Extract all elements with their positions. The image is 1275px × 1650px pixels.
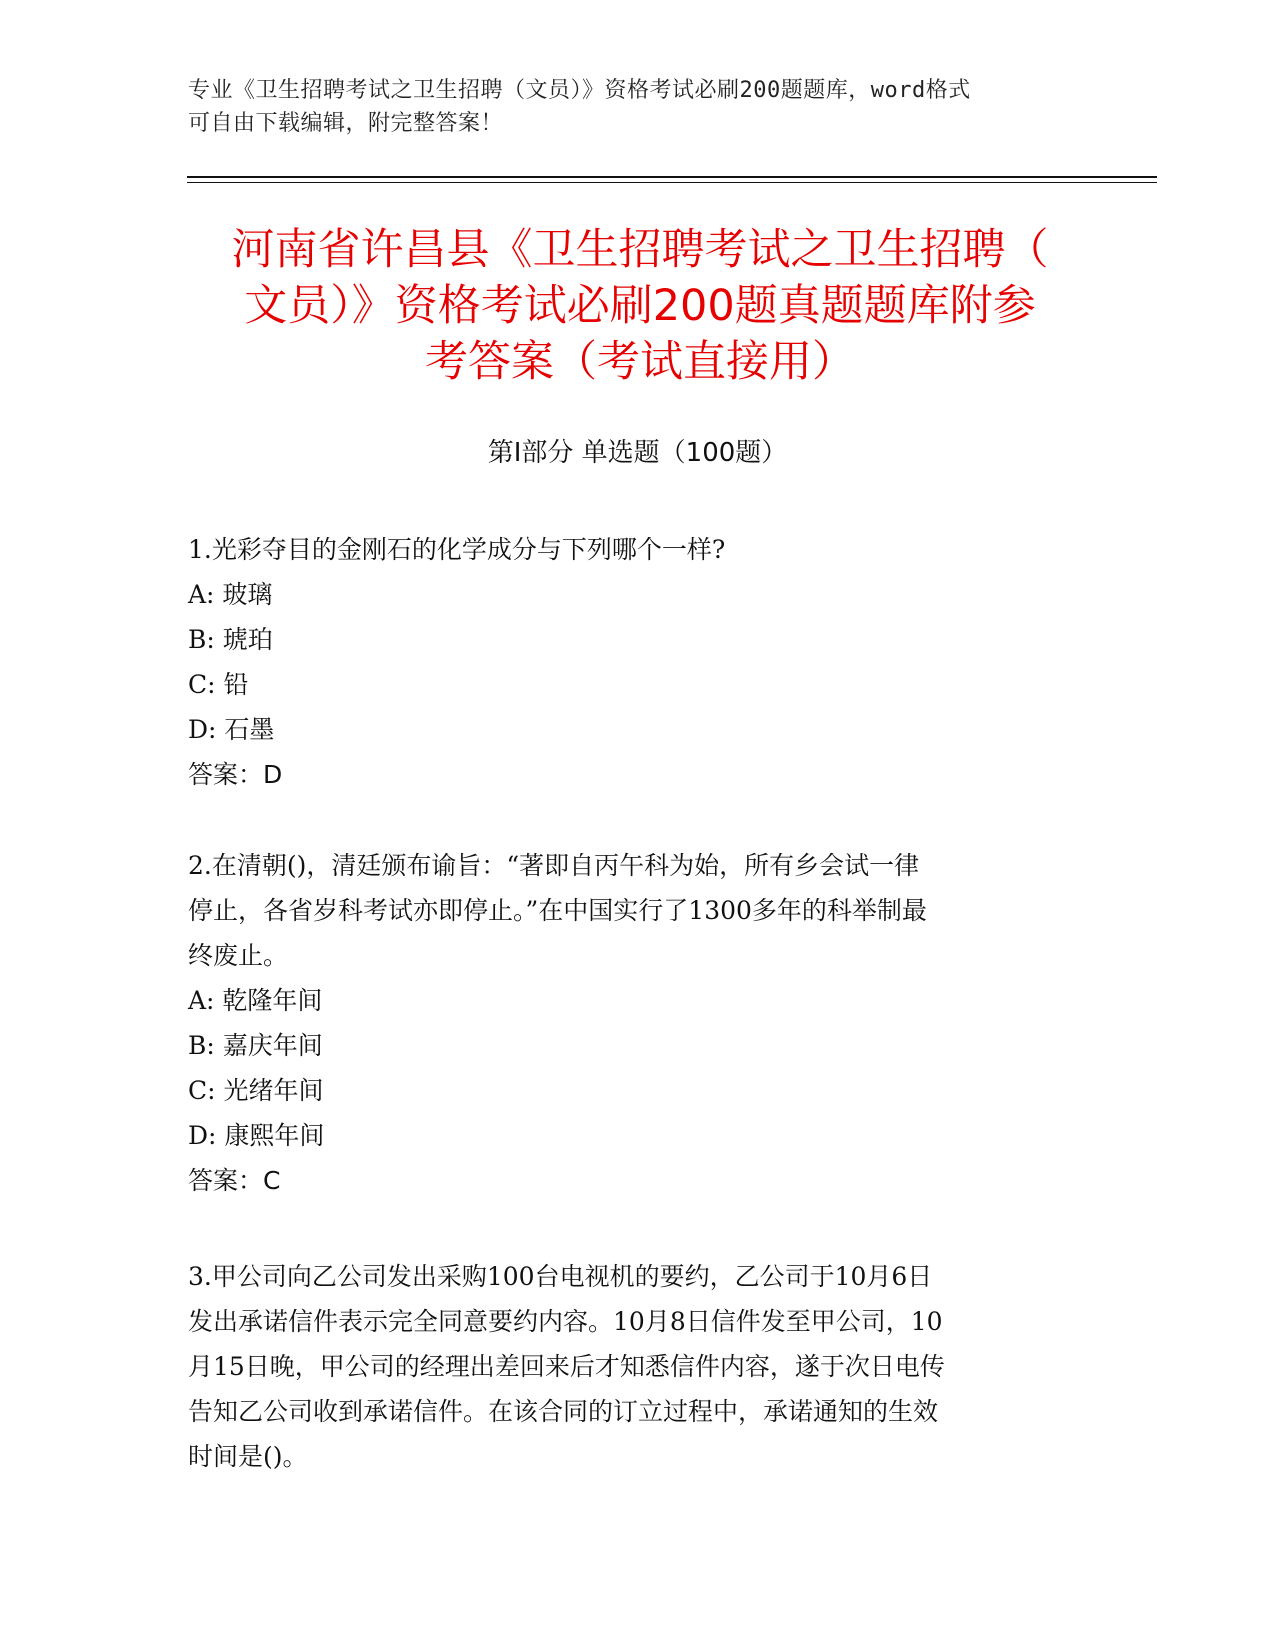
question-stem [188,527,1078,572]
stem-line: 月15日晚，甲公司的经理出差回来后才知悉信件内容，遂于次日电传 [188,1352,945,1381]
option-c: C: 光绪年间 [188,1076,324,1105]
header-rule-thick [187,176,1157,178]
stem-line: 停止，各省岁科考试亦即停止。”在中国实行了1300多年的科举制最 [188,896,927,925]
title-line-1: 河南省许昌县《卫生招聘考试之卫生招聘（ [231,225,1049,275]
header-note-line-1: 专业《卫生招聘考试之卫生招聘（文员）》资格考试必刷200题题库，word格式 [188,78,971,103]
stem-line: 1.光彩夺目的金刚石的化学成分与下列哪个一样? [188,535,726,564]
question-2 [188,843,1078,1203]
header-rule-thin [187,182,1157,183]
question-stem [188,1254,1078,1479]
stem-line: 告知乙公司收到承诺信件。在该合同的订立过程中，承诺通知的生效 [188,1397,939,1426]
option-a: A: 乾隆年间 [188,986,323,1015]
section-heading: 第Ⅰ部分 单选题（100题） [487,438,788,468]
option-d: D: 康熙年间 [188,1121,325,1150]
answer-line: 答案：D [188,760,283,789]
option-b: B: 琥珀 [188,625,273,654]
header-note [188,74,1068,140]
stem-line: 终废止。 [188,941,289,970]
title-line-3: 考答案（考试直接用） [425,337,855,387]
stem-line: 发出承诺信件表示完全同意要约内容。10月8日信件发至甲公司，10 [188,1307,943,1336]
stem-line: 3.甲公司向乙公司发出采购100台电视机的要约，乙公司于10月6日 [188,1262,933,1291]
option-c: C: 铅 [188,670,249,699]
answer-line: 答案：C [188,1166,281,1195]
question-3 [188,1254,1078,1479]
option-d: D: 石墨 [188,715,275,744]
question-stem [188,843,1078,978]
stem-line: 2.在清朝()，清廷颁布谕旨：“著即自丙午科为始，所有乡会试一律 [188,851,920,880]
question-1 [188,527,1078,797]
option-a: A: 玻璃 [188,580,273,609]
document-title [190,222,1090,390]
option-b: B: 嘉庆年间 [188,1031,323,1060]
stem-line: 时间是()。 [188,1442,308,1471]
header-note-line-2: 可自由下载编辑，附完整答案！ [188,111,504,136]
title-line-2: 文员）》资格考试必刷200题真题题库附参 [244,281,1036,331]
